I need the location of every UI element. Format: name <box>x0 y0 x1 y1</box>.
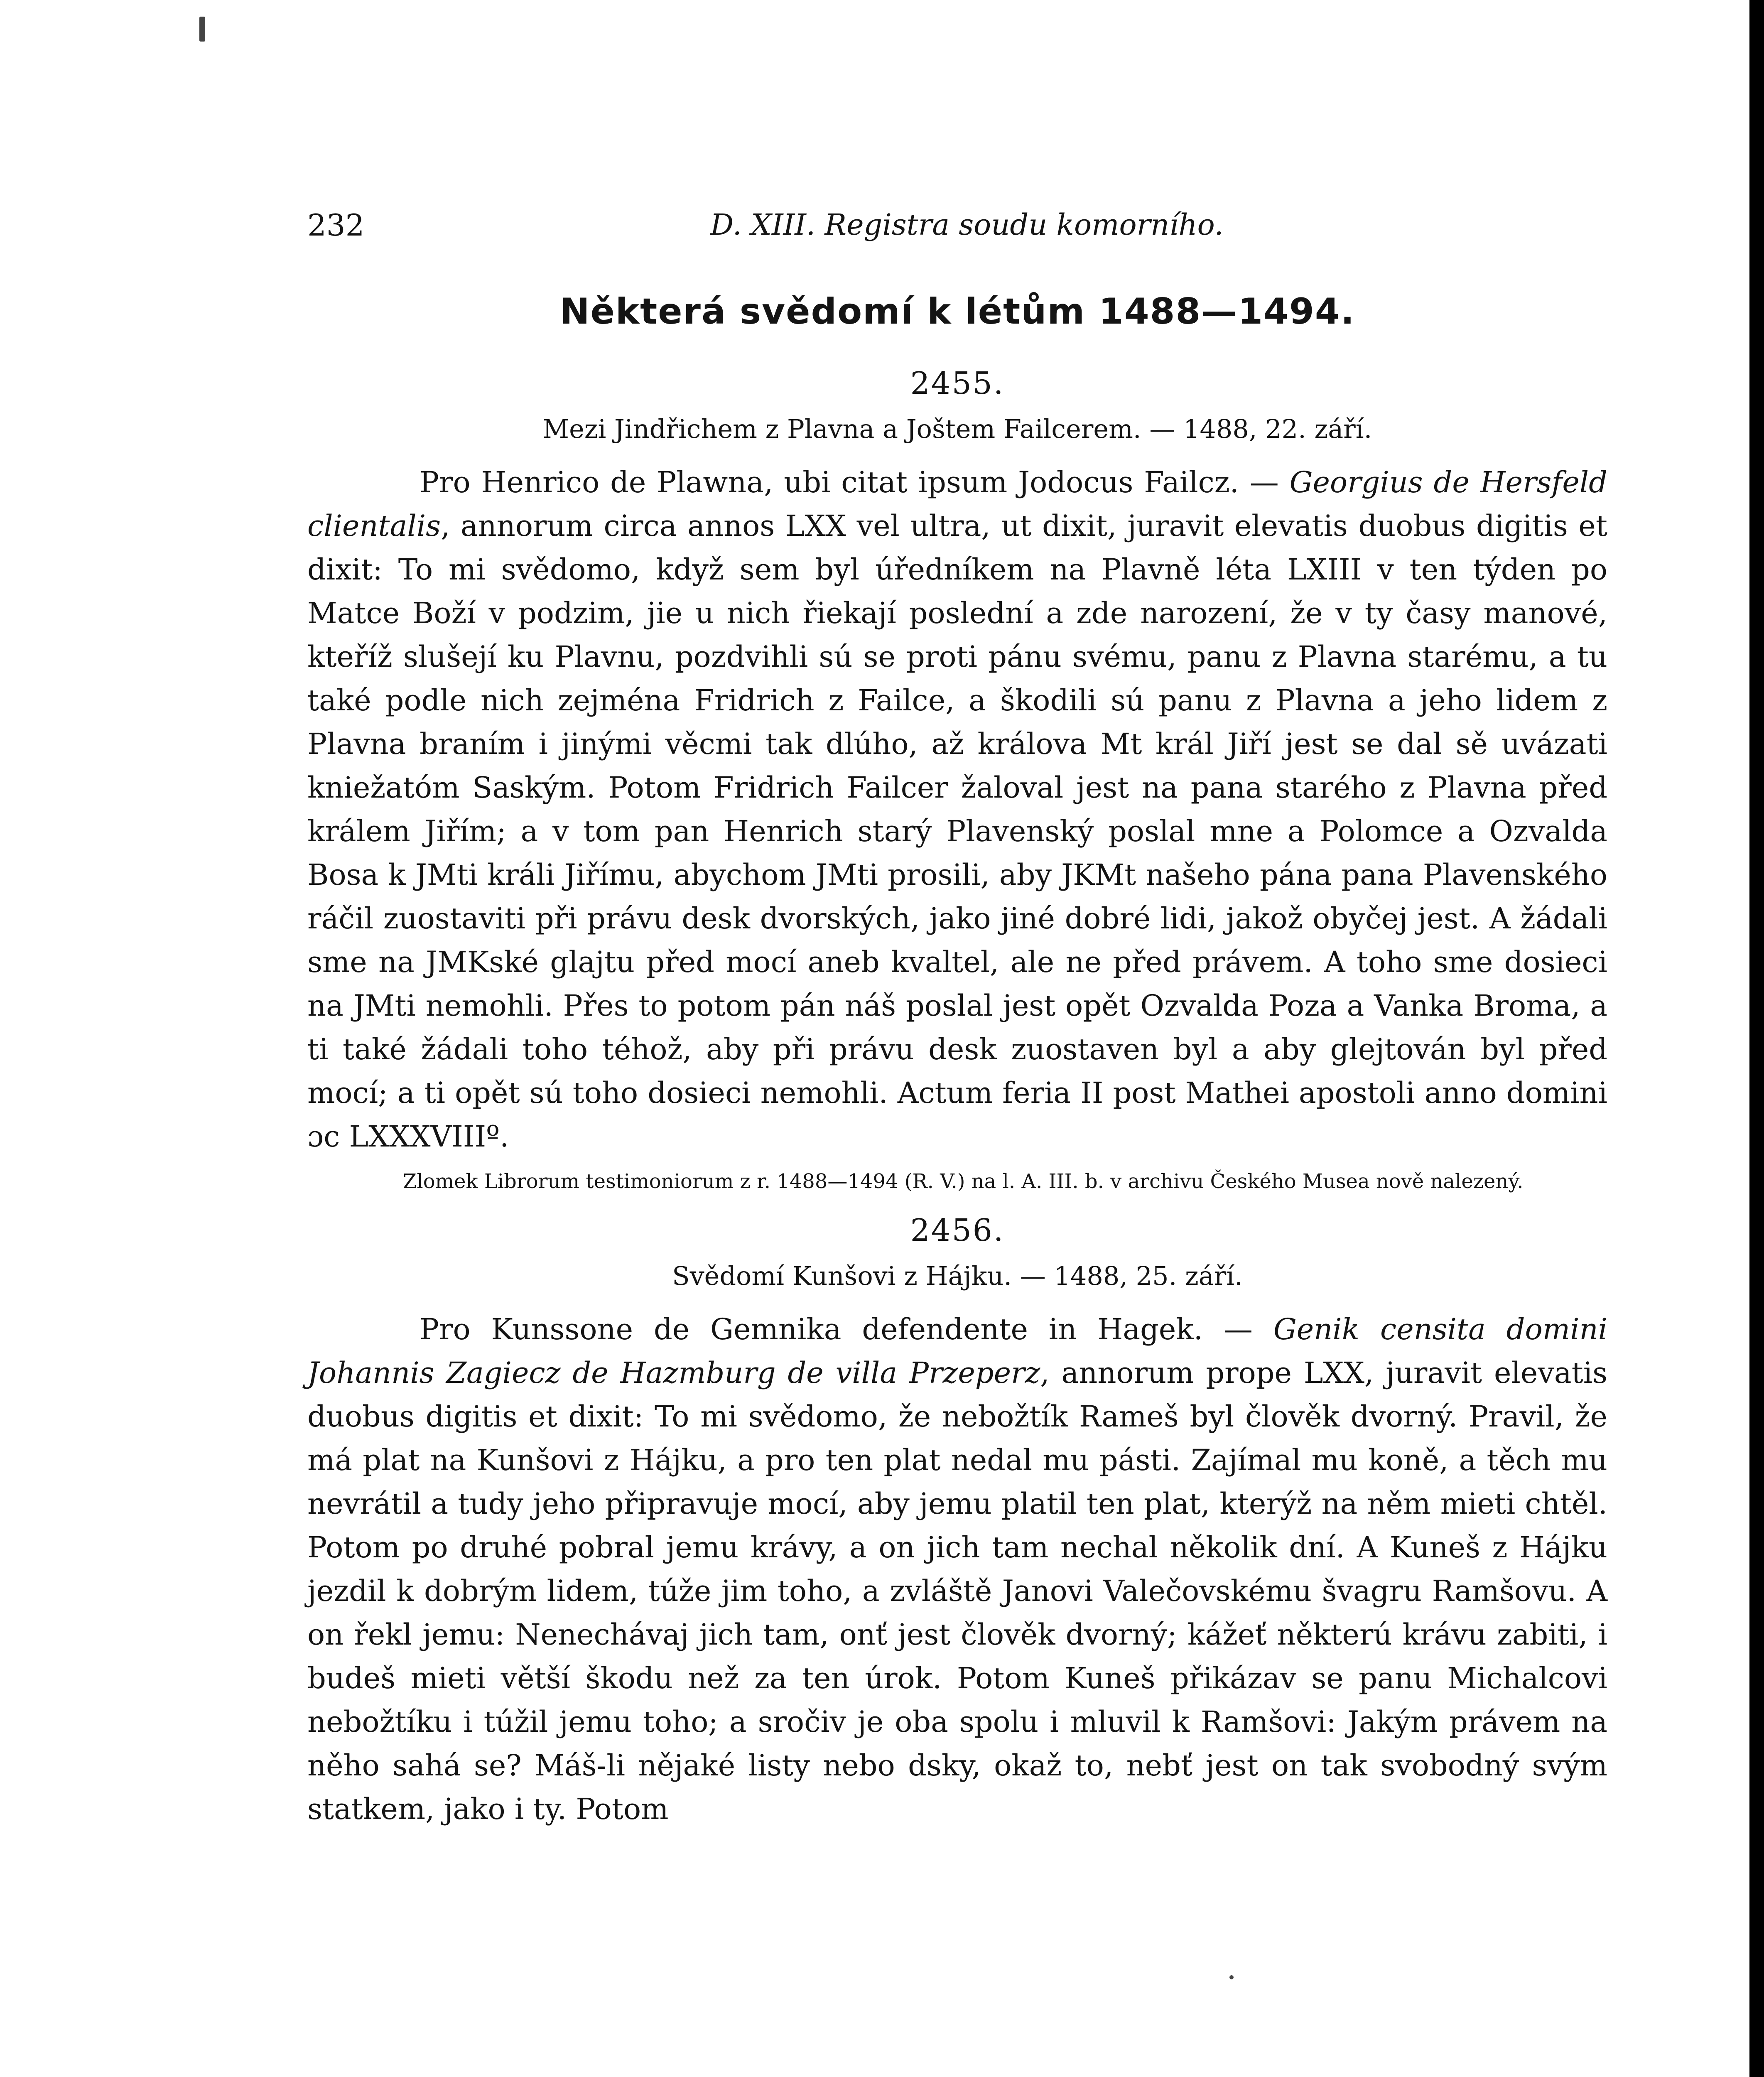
entry-2456 <box>307 1213 1607 1831</box>
section-title: Některá svědomí k létům 1488—1494. <box>559 291 1355 332</box>
scan-speck <box>1229 1975 1234 1979</box>
scan-speck <box>199 17 205 42</box>
running-head <box>307 195 1607 262</box>
entry-body-italic: Georgius de Hersfeld clientalis <box>307 465 1607 543</box>
running-title: D. XIII. Registra soudu komorního. <box>710 208 1224 242</box>
source-note: Zlomek Librorum testimoniorum z r. 1488—1494 (R. V.) na l. A. III. b. v archivu Českého Musea nově nalezený. <box>403 1170 1524 1193</box>
page-content <box>307 195 1607 1831</box>
entry-body-lead: Pro Henrico de Plawna, ubi citat ipsum Jodocus Failcz. — <box>420 465 1290 499</box>
entry-heading: Svědomí Kunšovi z Hájku. — 1488, 25. září. <box>672 1261 1243 1291</box>
entry-heading: Mezi Jindřichem z Plavna a Joštem Failcerem. — 1488, 22. září. <box>542 414 1372 444</box>
entry-2455 <box>307 366 1607 1196</box>
entry-body-rest: , annorum prope LXX, juravit elevatis duobus digitis et dixit: To mi svědomo, že nebožtík Rameš byl člověk dvorný. Pravil, že má plat na Kunšovi z Hájku, a pro ten plat nedal mu pásti. Zajímal mu koně, a těch mu nevrátil a tudy jeho připravuje mocí, aby jemu platil ten plat, kterýž na něm mieti chtěl. Potom po druhé pobral jemu krávy, a on jich tam nechal několik dní. A Kuneš z Hájku jezdil k dobrým lidem, túže jim toho, a zvláště Janovi Valečovskému švagru Ramšovu. A on řekl jemu: Nenechávaj jich tam, onť jest člověk dvorný; kážeť některú krávu zabiti, i budeš mieti větší škodu než za ten úrok. Potom Kuneš přikázav se panu Michalcovi nebožtíku i túžil jemu toho; a sročiv je oba spolu i mluvil k Ramšovi: Jakým právem na něho sahá se? Máš-li nějaké listy nebo dsky, okaž to, nebť jest on tak svobodný svým statkem, jako i ty. Potom <box>307 1356 1608 1826</box>
page-number: 232 <box>307 208 365 243</box>
entry-number: 2455. <box>910 366 1005 401</box>
entry-body <box>307 1308 1607 1831</box>
entry-body <box>307 461 1607 1159</box>
scan-border <box>1749 0 1764 2077</box>
entry-number: 2456. <box>910 1213 1005 1248</box>
entry-body-lead: Pro Kunssone de Gemnika defendente in Hagek. — <box>420 1312 1273 1346</box>
entry-body-rest: , annorum circa annos LXX vel ultra, ut dixit, juravit elevatis duobus digitis et dixit: To mi svědomo, když sem byl úředníkem na Plavně léta LXIII v ten týden po Matce Boží v podzim, jie u nich řiekají poslední a zde narození, že v ty časy manové, kteříž slušejí ku Plavnu, pozdvihli sú se proti pánu svému, panu z Plavna starému, a tu také podle nich zejména Fridrich z Failce, a škodili sú panu z Plavna a jeho lidem z Plavna braním i jinými věcmi tak dlúho, až králova Mt král Jiří jest se dal sě uvázati kniežatóm Saským. Potom Fridrich Failcer žaloval jest na pana starého z Plavna před králem Jiřím; a v tom pan Henrich starý Plavenský poslal mne a Polomce a Ozvalda Bosa k JMti králi Jiřímu, abychom JMti prosili, aby JKMt našeho pána pana Plavenského ráčil zuostaviti při právu desk dvorských, jako jiné dobré lidi, jakož obyčej jest. A žádali sme na JMKské glajtu před mocí aneb kvaltel, ale ne před právem. A toho sme dosieci na JMti nemohli. Přes to potom pán náš poslal jest opět Ozvalda Poza a Vanka Broma, a ti také žádali toho téhož, aby při právu desk zuostaven byl a aby glejtován byl před mocí; a ti opět sú toho dosieci nemohli. Actum feria II post Mathei apostoli anno domini ɔc LXXXVIIIº. <box>307 509 1607 1154</box>
entry-body-italic: Genik censita domini Johannis Zagiecz de Hazmburg de villa Przeperz <box>307 1312 1607 1390</box>
